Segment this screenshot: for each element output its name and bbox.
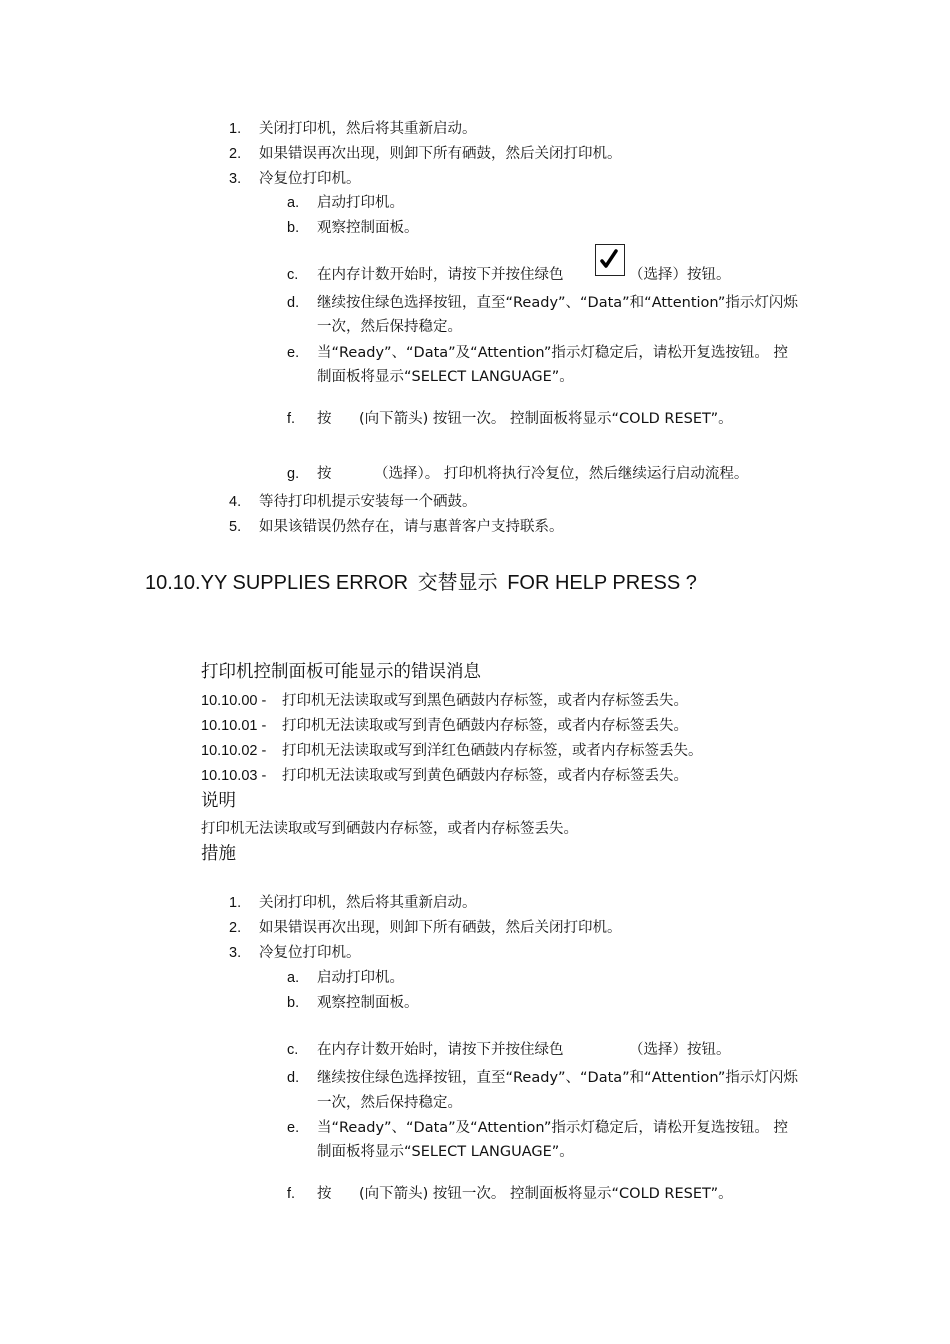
error-code: 10.10.03 -: [201, 768, 267, 784]
substep-label: e.: [287, 345, 300, 361]
substep-label: f.: [287, 1186, 296, 1202]
substep-label: e.: [287, 1120, 300, 1136]
substep-label: b.: [287, 995, 300, 1011]
error-text: 打印机无法读取或写到黑色硒鼓内存标签，或者内存标签丢失。: [282, 693, 688, 709]
substep-label: a.: [287, 195, 300, 211]
heading-code: 10.10.YY SUPPLIES ERROR: [145, 572, 409, 594]
substep-label: d.: [287, 1070, 300, 1086]
step-text: 如果错误再次出现，则卸下所有硒鼓，然后关闭打印机。: [259, 920, 622, 936]
description-title: 说明: [201, 791, 236, 811]
step-number: 1.: [229, 895, 242, 911]
step-text: 冷复位打印机。: [259, 945, 361, 961]
checkmark-icon: [595, 244, 625, 276]
substep-label: c.: [287, 1042, 299, 1058]
substep-text: 制面板将显示“SELECT LANGUAGE”。: [317, 369, 574, 385]
step-number: 3.: [229, 945, 242, 961]
description-text: 打印机无法读取或写到硒鼓内存标签，或者内存标签丢失。: [201, 821, 578, 837]
step-number: 2.: [229, 146, 242, 162]
step-number: 4.: [229, 494, 242, 510]
step-number: 2.: [229, 920, 242, 936]
heading-help: FOR HELP PRESS ?: [507, 572, 697, 594]
substep-text: 按: [317, 411, 332, 427]
substep-text: 一次，然后保持稳定。: [317, 319, 462, 335]
substep-label: f.: [287, 411, 296, 427]
section-heading: [145, 570, 697, 595]
step-text: 冷复位打印机。: [259, 171, 361, 187]
substep-text: 当“Ready”、“Data”及“Attention”指示灯稳定后，请松开复选按钮。 控: [317, 1120, 788, 1136]
substep-text: 继续按住绿色选择按钮，直至“Ready”、“Data”和“Attention”指示灯闪烁: [317, 295, 798, 311]
substep-text: 在内存计数开始时，请按下并按住绿色: [317, 267, 564, 283]
substep-text: 观察控制面板。: [317, 995, 419, 1011]
error-code: 10.10.02 -: [201, 743, 267, 759]
substep-text: 在内存计数开始时，请按下并按住绿色: [317, 1042, 564, 1058]
step-number: 3.: [229, 171, 242, 187]
substep-text: 继续按住绿色选择按钮，直至“Ready”、“Data”和“Attention”指示灯闪烁: [317, 1070, 798, 1086]
messages-title: 打印机控制面板可能显示的错误消息: [201, 662, 481, 682]
substep-text: 当“Ready”、“Data”及“Attention”指示灯稳定后，请松开复选按钮。 控: [317, 345, 788, 361]
substep-text: (向下箭头) 按钮一次。 控制面板将显示“COLD RESET”。: [359, 1186, 733, 1202]
substep-text: 按: [317, 1186, 332, 1202]
substep-text: (向下箭头) 按钮一次。 控制面板将显示“COLD RESET”。: [359, 411, 733, 427]
substep-label: g.: [287, 466, 300, 482]
substep-text: 一次，然后保持稳定。: [317, 1095, 462, 1111]
substep-text: （选择）按钮。: [629, 1042, 731, 1058]
step-text: 关闭打印机，然后将其重新启动。: [259, 895, 477, 911]
measures-title: 措施: [201, 844, 236, 864]
error-text: 打印机无法读取或写到洋红色硒鼓内存标签，或者内存标签丢失。: [282, 743, 703, 759]
step-text: 关闭打印机，然后将其重新启动。: [259, 121, 477, 137]
substep-label: d.: [287, 295, 300, 311]
error-code: 10.10.01 -: [201, 718, 267, 734]
step-number: 1.: [229, 121, 242, 137]
step-number: 5.: [229, 519, 242, 535]
substep-text: （选择）。 打印机将执行冷复位，然后继续运行启动流程。: [374, 466, 749, 482]
heading-middle: 交替显示: [417, 570, 498, 594]
substep-label: c.: [287, 267, 299, 283]
substep-label: b.: [287, 220, 300, 236]
step-text: 如果该错误仍然存在，请与惠普客户支持联系。: [259, 519, 564, 535]
error-text: 打印机无法读取或写到青色硒鼓内存标签，或者内存标签丢失。: [282, 718, 688, 734]
error-code: 10.10.00 -: [201, 693, 267, 709]
step-text: 如果错误再次出现，则卸下所有硒鼓，然后关闭打印机。: [259, 146, 622, 162]
substep-text: 按: [317, 466, 332, 482]
substep-text: （选择）按钮。: [629, 267, 731, 283]
substep-text: 观察控制面板。: [317, 220, 419, 236]
substep-text: 启动打印机。: [317, 970, 404, 986]
error-text: 打印机无法读取或写到黄色硒鼓内存标签，或者内存标签丢失。: [282, 768, 688, 784]
substep-label: a.: [287, 970, 300, 986]
substep-text: 启动打印机。: [317, 195, 404, 211]
step-text: 等待打印机提示安装每一个硒鼓。: [259, 494, 477, 510]
substep-text: 制面板将显示“SELECT LANGUAGE”。: [317, 1144, 574, 1160]
